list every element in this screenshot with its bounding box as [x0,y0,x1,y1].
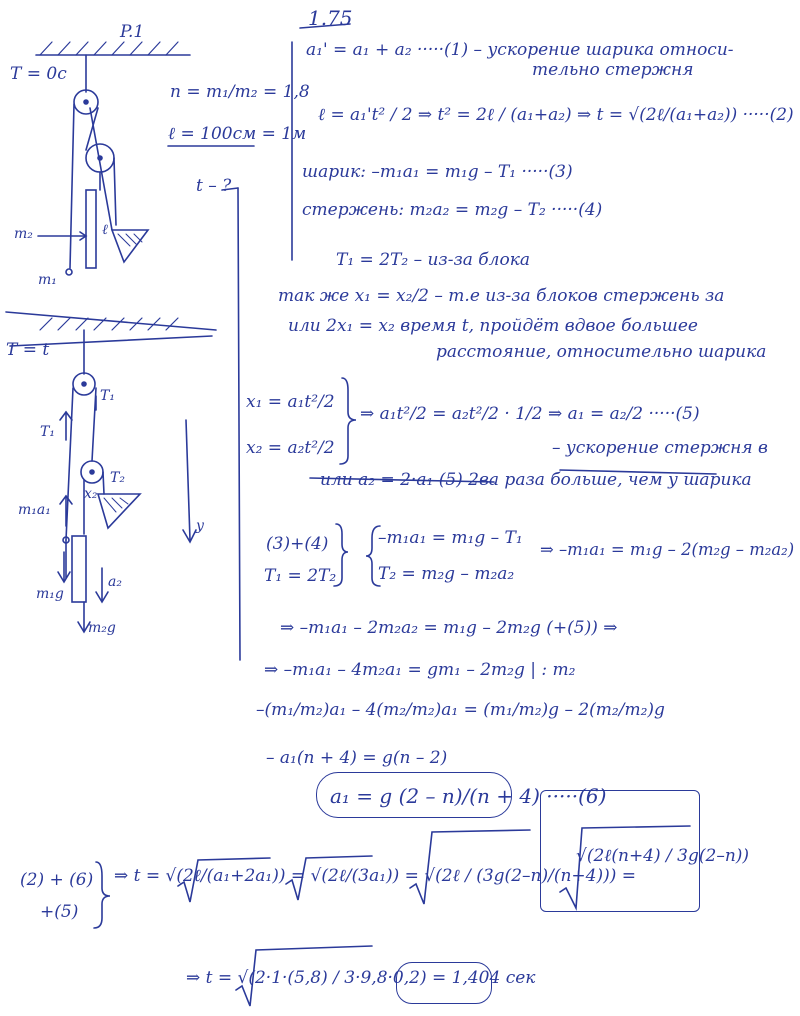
label-m1a1: m₁a₁ [18,502,51,518]
label-t1-right: T₁ [100,388,115,404]
unknown-time: t – ? [196,176,232,196]
label-m1-top: m₁ [38,272,57,288]
combine-tension: T₁ = 2T₂ [264,566,337,586]
final-combine-label: (2) + (6) [20,870,94,890]
step-2: ⇒ –m₁a₁ – 4m₂a₁ = gm₁ – 2m₂g | : m₂ [264,660,576,680]
displacement-note: расстояние, относительно шарика [436,342,767,362]
label-y-axis: y [196,518,204,534]
tension-relation: T₁ = 2T₂ – из-за блока [336,250,530,270]
eq-5-alt: или a₂ = 2·a₁ (5) 2ва раза больше, чем у шарика [320,470,752,490]
label-a2: a₂ [108,574,122,590]
displacement-relation-2: или 2x₁ = x₂ время t, пройдёт вдвое большее [288,316,698,336]
numeric-answer: ⇒ t = √(2·1·(5,8) / 3·9,8·0,2) = 1,404 сек [186,968,536,988]
step-3: –(m₁/m₂)a₁ – 4(m₂/m₂)a₁ = (m₁/m₂)g – 2(m₂/m₂)g [256,700,665,720]
combine-label: (3)+(4) [266,534,329,554]
time-start-label: T = 0с [10,64,67,84]
x2-formula: x₂ = a₂t²/2 [246,438,335,458]
eq-1: a₁' = a₁ + a₂ ·····(1) – ускорение шарика относи- [306,40,734,60]
eq-1-cont: тельно стержня [532,60,694,80]
label-t2: T₂ [110,470,125,486]
label-m2-top: m₂ [14,226,33,242]
system-eq-1: –m₁a₁ = m₁g – T₁ [378,528,523,548]
final-combine-label-2: +(5) [40,902,79,922]
eq-5: ⇒ a₁t²/2 = a₂t²/2 · 1/2 ⇒ a₁ = a₂/2 ·····(5) [360,404,700,424]
label-m2g: m₂g [88,620,116,636]
final-formula: √(2ℓ(n+4) / 3g(2–n)) [576,846,750,866]
final-derivation: ⇒ t = √(2ℓ/(a₁+2a₁)) = √(2ℓ/(3a₁)) = √(2ℓ / (3g(2–n)/(n+4))) = [114,866,637,886]
time-end-label: T = t [6,340,50,360]
label-x2: x₂ [84,486,98,502]
eq-2: ℓ = a₁'t² / 2 ⇒ t² = 2ℓ / (a₁+a₂) ⇒ t = √(2ℓ/(a₁+a₂)) ·····(2) [318,104,794,124]
step-4: – a₁(n + 4) = g(n – 2) [266,748,448,768]
eq-6: a₁ = g (2 – n)/(n + 4) ·····(6) [330,784,607,808]
label-m1g: m₁g [36,586,64,602]
label-length-mark: ℓ [102,222,108,238]
eq-4: стержень: m₂a₂ = m₂g – T₂ ·····(4) [302,200,603,220]
eq-5-note: – ускорение стержня в [552,438,768,458]
given-length: ℓ = 100см = 1м [168,124,307,144]
problem-number: 1.75 [308,6,353,30]
given-mass-ratio: n = m₁/m₂ = 1,8 [170,82,310,102]
label-t1-left: T₁ [40,424,55,440]
system-result: ⇒ –m₁a₁ = m₁g – 2(m₂g – m₂a₂) [540,540,795,559]
eq-3: шарик: –m₁a₁ = m₁g – T₁ ·····(3) [302,162,573,182]
x1-formula: x₁ = a₁t²/2 [246,392,335,412]
system-eq-2: T₂ = m₂g – m₂a₂ [378,564,515,584]
step-1: ⇒ –m₁a₁ – 2m₂a₂ = m₁g – 2m₂g (+(5)) ⇒ [280,618,618,638]
figure-label: P.1 [120,22,145,42]
displacement-relation: так же x₁ = x₂/2 – т.е из-за блоков стержень за [278,286,725,306]
